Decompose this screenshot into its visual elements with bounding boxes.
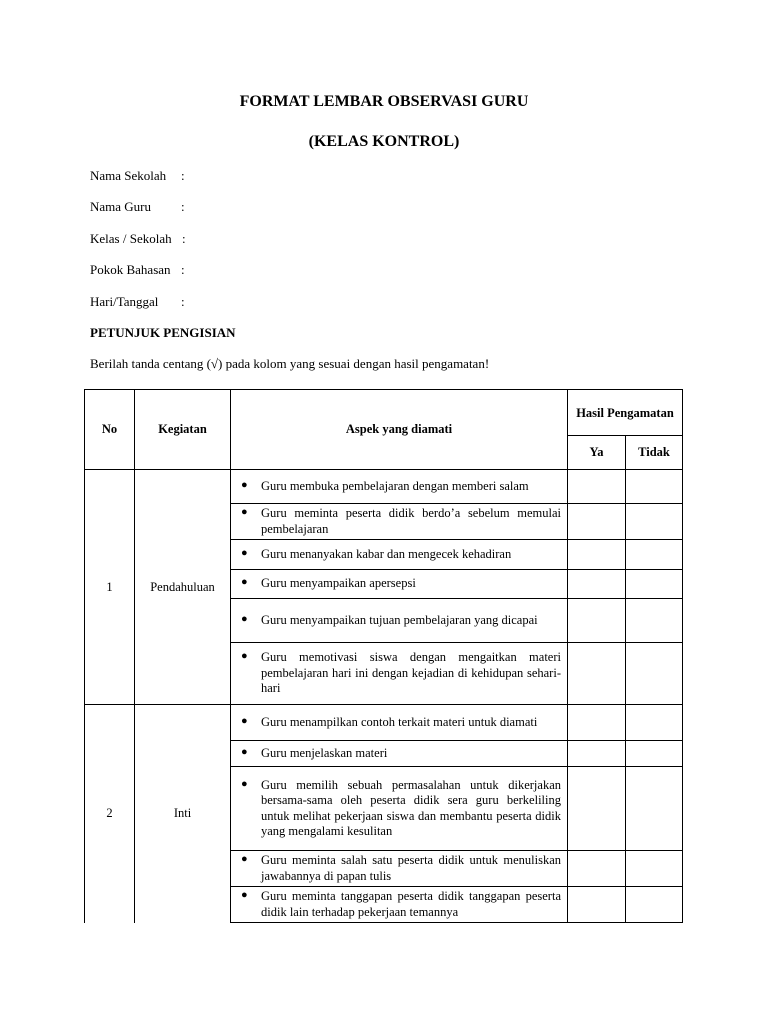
- bullet-icon: ●: [241, 650, 248, 663]
- aspect-text: Guru membuka pembelajaran dengan memberi salam: [261, 478, 529, 493]
- field-label: Kelas / Sekolah: [90, 231, 172, 246]
- bullet-icon: ●: [241, 714, 248, 727]
- check-ya[interactable]: [568, 470, 626, 504]
- document-subtitle: (KELAS KONTROL): [308, 133, 460, 150]
- header-kegiatan: Kegiatan: [135, 390, 231, 470]
- aspect-cell: [231, 705, 568, 741]
- check-ya[interactable]: [568, 599, 626, 643]
- section-number: 1: [85, 470, 135, 705]
- aspect-text: Guru memilih sebuah permasalahan untuk dikerjakan bersama-sama oleh peserta didik sera guru berkeliling untuk melihat pekerjaan siswa dan membantu peserta didik yang mengalami kesulitan: [261, 777, 561, 838]
- header-hasil-pengamatan: Hasil Pengamatan: [568, 390, 683, 436]
- aspect-text: Guru menyampaikan apersepsi: [261, 576, 416, 591]
- field-pokok-bahasan: [90, 262, 185, 278]
- check-ya[interactable]: [568, 540, 626, 570]
- aspect-text: Guru meminta tanggapan peserta didik tanggapan peserta didik lain terhadap pekerjaan temannya: [261, 889, 561, 919]
- section-kegiatan: Inti: [135, 705, 231, 923]
- instructions-heading: PETUNJUK PENGISIAN: [90, 325, 236, 340]
- aspect-cell: [231, 470, 568, 504]
- instructions-text: Berilah tanda centang (√) pada kolom yang sesuai dengan hasil pengamatan!: [90, 356, 490, 371]
- check-ya[interactable]: [568, 851, 626, 887]
- aspect-cell: [231, 887, 568, 923]
- bullet-icon: ●: [241, 612, 248, 625]
- header-tidak: Tidak: [626, 436, 683, 470]
- header-ya: Ya: [568, 436, 626, 470]
- aspect-cell: [231, 851, 568, 887]
- check-tidak[interactable]: [626, 767, 683, 851]
- header-aspek: Aspek yang diamati: [231, 390, 568, 470]
- bullet-icon: ●: [241, 576, 248, 589]
- aspect-cell: [231, 767, 568, 851]
- field-separator: :: [181, 294, 185, 309]
- aspect-cell: [231, 570, 568, 599]
- aspect-cell: [231, 599, 568, 643]
- check-tidak[interactable]: [626, 599, 683, 643]
- bullet-icon: ●: [241, 546, 248, 559]
- bullet-icon: ●: [241, 889, 248, 901]
- field-separator: :: [181, 262, 185, 277]
- aspect-text: Guru menanyakan kabar dan mengecek kehadiran: [261, 546, 512, 561]
- aspect-cell: [231, 504, 568, 540]
- check-tidak[interactable]: [626, 540, 683, 570]
- field-nama-sekolah: [90, 168, 185, 184]
- check-tidak[interactable]: [626, 705, 683, 741]
- observation-table: [84, 389, 683, 923]
- check-tidak[interactable]: [626, 851, 683, 887]
- aspect-text: Guru meminta peserta didik berdo’a sebelum memulai pembelajaran: [261, 506, 561, 536]
- field-label: Nama Guru: [90, 199, 152, 214]
- table-row: [85, 705, 683, 741]
- bullet-icon: ●: [241, 478, 248, 491]
- check-ya[interactable]: [568, 643, 626, 705]
- field-label: Pokok Bahasan: [90, 262, 171, 277]
- aspect-cell: [231, 540, 568, 570]
- field-nama-guru: [90, 199, 185, 215]
- check-tidak[interactable]: [626, 643, 683, 705]
- aspect-cell: [231, 741, 568, 767]
- check-tidak[interactable]: [626, 741, 683, 767]
- check-tidak[interactable]: [626, 887, 683, 923]
- aspect-text: Guru meminta salah satu peserta didik untuk menuliskan jawabannya di papan tulis: [261, 853, 561, 883]
- check-ya[interactable]: [568, 504, 626, 540]
- document-title: FORMAT LEMBAR OBSERVASI GURU: [239, 93, 529, 110]
- field-kelas-sekolah: [90, 231, 186, 247]
- field-label: Nama Sekolah: [90, 168, 167, 183]
- bullet-icon: ●: [241, 506, 248, 518]
- bullet-icon: ●: [241, 745, 248, 758]
- bullet-icon: ●: [241, 777, 248, 790]
- header-no: No: [85, 390, 135, 470]
- field-separator: :: [181, 168, 185, 183]
- check-tidak[interactable]: [626, 570, 683, 599]
- check-ya[interactable]: [568, 887, 626, 923]
- aspect-text: Guru memotivasi siswa dengan mengaitkan materi pembelajaran hari ini dengan kejadian di kehidupan sehari-hari: [261, 650, 561, 696]
- aspect-text: Guru menampilkan contoh terkait materi untuk diamati: [261, 714, 538, 729]
- field-separator: :: [182, 231, 186, 246]
- field-separator: :: [181, 199, 185, 214]
- field-label: Hari/Tanggal: [90, 294, 159, 309]
- check-tidak[interactable]: [626, 504, 683, 540]
- aspect-text: Guru menyampaikan tujuan pembelajaran yang dicapai: [261, 612, 538, 627]
- check-ya[interactable]: [568, 705, 626, 741]
- bullet-icon: ●: [241, 853, 248, 865]
- aspect-text: Guru menjelaskan materi: [261, 745, 388, 760]
- field-hari-tanggal: [90, 294, 185, 310]
- check-tidak[interactable]: [626, 470, 683, 504]
- section-number: 2: [85, 705, 135, 923]
- check-ya[interactable]: [568, 767, 626, 851]
- section-kegiatan: Pendahuluan: [135, 470, 231, 705]
- check-ya[interactable]: [568, 741, 626, 767]
- check-ya[interactable]: [568, 570, 626, 599]
- aspect-cell: [231, 643, 568, 705]
- table-row: [85, 470, 683, 504]
